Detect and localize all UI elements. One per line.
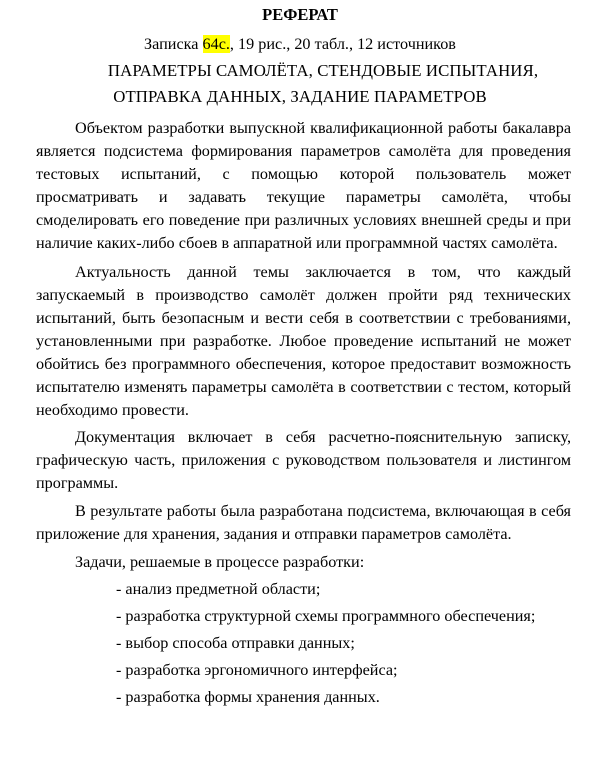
keywords-line: ОТПРАВКА ДАННЫХ, ЗАДАНИЕ ПАРАМЕТРОВ	[113, 87, 487, 106]
task-list-item: - разработка эргономичного интерфейса;	[116, 661, 398, 680]
task-list-item: - разработка структурной схемы программного обеспечения;	[116, 606, 536, 625]
task-list	[36, 578, 571, 709]
paragraph: Документация включает в себя расчетно-пояснительную записку, графическую часть, приложения с руководством пользователя и листингом программы.	[36, 428, 571, 493]
abstract-body	[36, 117, 571, 713]
paragraph: В результате работы была разработана подсистема, включающая в себя приложение для хранения, задания и отправки параметров самолёта.	[36, 501, 571, 543]
keywords-block	[0, 58, 600, 110]
paragraph: Актуальность данной темы заключается в том, что каждый запускаемый в производство самолёт должен пройти ряд технических испытаний, быть безопасным и вести себя в соответствии с требованиями, установленными при разработке. Любое проведение испытаний не может обойтись без программного обеспечения, которое предоставит возможность испытателю изменять параметры самолёта в соответствии с тестом, который необходимо провести.	[36, 262, 571, 420]
paragraph: Объектом разработки выпускной квалификационной работы бакалавра является подсистема формирования параметров самолёта для проведения тестовых испытаний, с помощью которой пользователь может просматривать и задавать текущие параметры самолёта, чтобы смоделировать его поведение при различных условиях внешней среды и при наличие каких-либо сбоев в аппаратной или программной частях самолёта.	[36, 119, 571, 253]
document-meta	[0, 33, 600, 55]
meta-prefix: Записка	[144, 35, 203, 53]
document-title: РЕФЕРАТ	[262, 5, 338, 24]
task-list-item: - выбор способа отправки данных;	[116, 633, 355, 652]
meta-pages-highlighted: 64с.	[202, 35, 230, 53]
task-list-item: - анализ предметной области;	[116, 579, 321, 598]
meta-suffix: , 19 рис., 20 табл., 12 источников	[229, 35, 456, 53]
task-list-item: - разработка формы хранения данных.	[116, 688, 380, 707]
paragraph: Задачи, решаемые в процессе разработки:	[75, 552, 365, 571]
keywords-line: ПАРАМЕТРЫ САМОЛЁТА, СТЕНДОВЫЕ ИСПЫТАНИЯ,	[107, 61, 539, 80]
